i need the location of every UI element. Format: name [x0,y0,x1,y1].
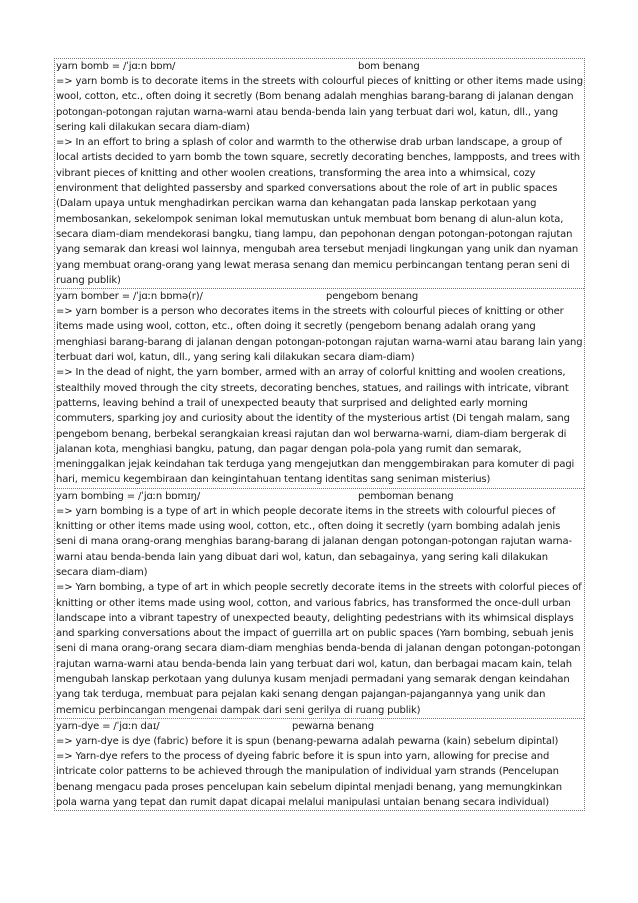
definition-text: => yarn bomb is to decorate items in the streets with colourful pieces of knitting or other items made using wool, cotton, etc., often doing it secretly (Bom benang adalah menghias barang-barang di jalanan dengan potongan-potongan rajutan warna-warni atau benda-benda lain yang terbuat dari wol, katun, dll., yang sering kali dilakukan secara diam-diam) [56,76,583,133]
entry-yarn-bombing [55,489,584,719]
definition-text: => yarn bomber is a person who decorates items in the streets with colourful pieces of knitting or other items made using wool, cotton, etc., often doing it secretly (pengebom benang adalah orang yang menghiasi barang-barang di jalanan dengan potongan-potongan rajutan warna-warni atau barang lain yang terbuat dari wol, katun, dll., yang sering kali dilakukan secara diam-diam) [56,306,583,364]
example-text: => In the dead of night, the yarn bomber, armed with an array of colorful knitting and woolen creations, stealthily moved through the city streets, decorating benches, statues, and railings with intricate, vibrant patterns, leaving behind a trail of unexpected beauty that surprised and delighted early morning commuters, sparking joy and curiosity about the identity of the mysterious artist (Di tengah malam, sang pengebom benang, berbekal serangkaian kreasi rajutan dan wol berwarna-warni, diam-diam bergerak di jalanan kota, menghiasi bangku, patung, dan pagar dengan pola-pola yang rumit dan semarak, meninggalkan jejak keindahan tak terduga yang mengejutkan dan menggembirakan para komuter di pagi hari, memicu kegembiraan dan keingintahuan tentang identitas sang seniman misterius) [56,367,575,486]
entry-header [56,289,583,304]
term-translation: pewarna benang [292,720,374,732]
entry-header [56,489,583,504]
dictionary-page [54,58,585,811]
term-pronunciation: yarn bomb = /ˈjɑːn bɒm/ [56,61,176,72]
example-text: => Yarn-dye refers to the process of dyeing fabric before it is spun into yarn, allowing for precise and intricate color patterns to be achieved through the manipulation of individual yarn strands (Pencelupan benang mengacu pada proses pencelupan kain sebelum dipintal menjadi benang, yang memungkinkan pola warna yang tepat dan rumit dapat dicapai melalui manipulasi untaian benang secara individual) [56,751,562,809]
term-pronunciation: yarn bombing = /ˈjɑːn bɒmɪŋ/ [56,490,201,502]
entry-yarn-bomber [55,289,584,489]
example-text: => Yarn bombing, a type of art in which people secretly decorate items in the streets with colorful pieces of knitting or other items made using wool, cotton, and various fabrics, has transformed the once-dull urban landscape into a vibrant tapestry of unexpected beauty, delighting pedestrians with its whimsical displays and sparking conversations about the impact of guerrilla art on public spaces (Yarn bombing, sebuah jenis seni di mana orang-orang secara diam-diam menghias benda-benda di jalanan dengan potongan-potongan rajutan warna-warni atau benda-benda lain yang terbuat dari wol, katun, dan berbagai macam kain, telah mengubah lanskap perkotaan yang dulunya kusam menjadi permadani yang semarak dengan keindahan yang tak terduga, membuat para pejalan kaki senang dengan pajangan-pajangannya yang unik dan memicu perbincangan mengenai dampak dari seni gerilya di ruang publik) [56,582,582,716]
term-translation: pemboman benang [358,490,454,502]
definition-text: => yarn bombing is a type of art in which people decorate items in the streets with colourful pieces of knitting or other items made using wool, cotton, etc., often doing it secretly (yarn bombing adalah jenis seni di mana orang-orang menghias barang-barang di jalanan dengan potongan-potongan rajutan warna-warni atau benda-benda lain yang dibuat dari wol, katun, dan sebagainya, yang sering kali dilakukan secara diam-diam) [56,505,572,578]
entry-header [56,59,583,74]
entry-yarn-bomb [55,59,584,289]
entry-header [56,719,583,734]
term-pronunciation: yarn bomber = /ˈjɑːn bɒmə(r)/ [56,291,203,303]
term-pronunciation: yarn-dye = /ˈjɑːn daɪ/ [56,720,160,732]
term-translation: pengebom benang [326,291,419,303]
entry-yarn-dye [55,719,584,810]
example-text: => In an effort to bring a splash of color and warmth to the otherwise drab urban landscape, a group of local artists decided to yarn bomb the town square, secretly decorating benches, lampposts, and trees with vibrant pieces of knitting and other woolen creations, transforming the area into a whimsical, cozy environment that delighted passersby and sparked conversations about the role of art in public spaces (Dalam upaya untuk menghadirkan percikan warna dan kehangatan pada lanskap perkotaan yang membosankan, sekelompok seniman lokal memutuskan untuk membuat bom benang di alun-alun kota, secara diam-diam mendekorasi bangku, tiang lampu, dan pepohonan dengan potongan-potongan rajutan yang semarak dan kreasi wol lainnya, mengubah area tersebut menjadi lingkungan yang unik dan nyaman yang membuat orang-orang yang lewat merasa senang dan memicu perbincangan tentang peran seni di ruang publik) [56,137,580,286]
definition-text: => yarn-dye is dye (fabric) before it is spun (benang-pewarna adalah pewarna (kain) sebelum dipintal) [56,735,559,747]
term-translation: bom benang [358,61,420,72]
